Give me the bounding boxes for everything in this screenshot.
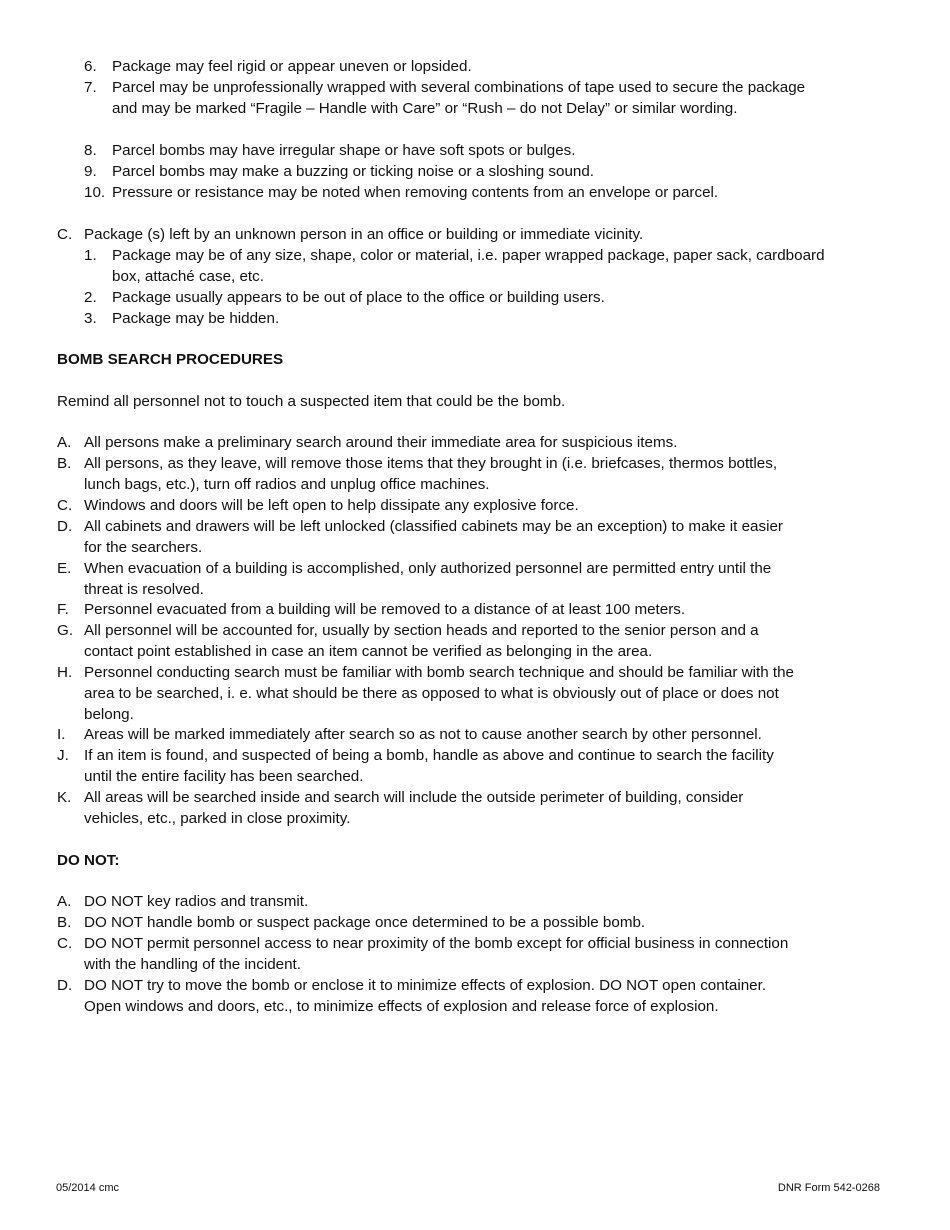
- list-item: [0, 891, 950, 912]
- item-letter: B.: [57, 455, 72, 472]
- item-letter: C.: [57, 497, 73, 514]
- list-item: [0, 745, 950, 785]
- list-item: [0, 287, 950, 308]
- list-item: [0, 453, 950, 493]
- item-text: Package may be hidden.: [112, 310, 280, 327]
- item-number: 1.: [84, 247, 97, 264]
- list-item: [0, 161, 950, 182]
- item-text: DO NOT handle bomb or suspect package once determined to be a possible bomb.: [84, 914, 646, 931]
- list-item: [0, 495, 950, 516]
- item-text: DO NOT try to move the bomb or enclose it to minimize effects of explosion. DO NOT open container. Open windows and doors, etc., to minimize effects of explosion and release force of explosion.: [84, 977, 767, 1015]
- item-text: Package usually appears to be out of place to the office or building users.: [112, 289, 605, 306]
- list-item: [0, 245, 950, 285]
- list-item: [0, 599, 950, 620]
- item-number: 3.: [84, 310, 97, 327]
- list-item: [0, 662, 950, 723]
- list-item: [0, 620, 950, 660]
- list-item: [0, 77, 950, 117]
- footer-date: 05/2014 cmc: [56, 1182, 119, 1194]
- list-item: [0, 140, 950, 161]
- item-letter: E.: [57, 560, 72, 577]
- item-text: DO NOT key radios and transmit.: [84, 893, 309, 910]
- item-number: 2.: [84, 289, 97, 306]
- item-letter: B.: [57, 914, 72, 931]
- item-text: Parcel bombs may make a buzzing or ticking noise or a sloshing sound.: [112, 163, 595, 180]
- item-letter: J.: [57, 747, 69, 764]
- list-item: [0, 558, 950, 598]
- item-text: Parcel may be unprofessionally wrapped with several combinations of tape used to secure the package and may be marked “Fragile – Handle with Care” or “Rush – do not Delay” or similar wording.: [112, 79, 806, 117]
- item-text: When evacuation of a building is accomplished, only authorized personnel are permitted entry until the threat is resolved.: [84, 560, 772, 598]
- list-item: [0, 56, 950, 77]
- item-text: All areas will be searched inside and search will include the outside perimeter of building, consider vehicles, etc., parked in close proximity.: [84, 789, 744, 827]
- item-letter: D.: [57, 977, 73, 994]
- item-text: All persons, as they leave, will remove those items that they brought in (i.e. briefcases, thermos bottles, lunch bags, etc.), turn off radios and unplug office machines.: [84, 455, 778, 493]
- item-text: Parcel bombs may have irregular shape or have soft spots or bulges.: [112, 142, 576, 159]
- item-letter: C.: [57, 935, 73, 952]
- bomb-search-heading: BOMB SEARCH PROCEDURES: [57, 351, 284, 368]
- item-letter: A.: [57, 434, 72, 451]
- item-letter: I.: [57, 726, 66, 743]
- section-letter: C.: [57, 226, 73, 243]
- item-text: All cabinets and drawers will be left unlocked (classified cabinets may be an exception) to make it easier for the searchers.: [84, 518, 783, 556]
- list-item: [0, 516, 950, 556]
- item-text: Personnel evacuated from a building will be removed to a distance of at least 100 meters.: [84, 601, 686, 618]
- item-letter: F.: [57, 601, 69, 618]
- item-text: Package may be of any size, shape, color or material, i.e. paper wrapped package, paper sack, cardboard box, attaché case, etc.: [112, 247, 825, 285]
- item-text: If an item is found, and suspected of being a bomb, handle as above and continue to search the facility until the entire facility has been searched.: [84, 747, 774, 785]
- do-not-heading: DO NOT:: [57, 852, 120, 869]
- item-text: Areas will be marked immediately after search so as not to cause another search by other personnel.: [84, 726, 762, 743]
- item-text: Pressure or resistance may be noted when removing contents from an envelope or parcel.: [112, 184, 719, 201]
- item-text: Windows and doors will be left open to help dissipate any explosive force.: [84, 497, 579, 514]
- list-item: [0, 787, 950, 827]
- list-item: [0, 933, 950, 973]
- footer-form-number: DNR Form 542-0268: [777, 1182, 880, 1194]
- item-text: All personnel will be accounted for, usually by section heads and reported to the senior person and a contact point established in case an item cannot be verified as belonging in the area.: [84, 622, 759, 660]
- item-text: DO NOT permit personnel access to near proximity of the bomb except for official business in connection with the handling of the incident.: [84, 935, 789, 973]
- list-item: [0, 308, 950, 329]
- item-number: 8.: [84, 142, 97, 159]
- item-text: Package may feel rigid or appear uneven or lopsided.: [112, 58, 472, 75]
- item-number: 10.: [84, 184, 106, 201]
- item-letter: G.: [57, 622, 74, 639]
- item-number: 6.: [84, 58, 97, 75]
- list-item: [0, 182, 950, 203]
- item-number: 9.: [84, 163, 97, 180]
- section-text: Package (s) left by an unknown person in an office or building or immediate vicinity.: [84, 226, 644, 243]
- item-text: Personnel conducting search must be familiar with bomb search technique and should be familiar with the area to be searched, i. e. what should be there as opposed to what is obviously out of place or does not belong.: [84, 664, 794, 723]
- item-letter: A.: [57, 893, 72, 910]
- item-number: 7.: [84, 79, 97, 96]
- section-c-heading: [0, 224, 950, 245]
- item-text: All persons make a preliminary search around their immediate area for suspicious items.: [84, 434, 678, 451]
- list-item: [0, 975, 950, 1015]
- item-letter: D.: [57, 518, 73, 535]
- list-item: [0, 724, 950, 745]
- item-letter: H.: [57, 664, 73, 681]
- bomb-search-intro: Remind all personnel not to touch a suspected item that could be the bomb.: [57, 393, 566, 410]
- item-letter: K.: [57, 789, 72, 806]
- list-item: [0, 432, 950, 453]
- list-item: [0, 912, 950, 933]
